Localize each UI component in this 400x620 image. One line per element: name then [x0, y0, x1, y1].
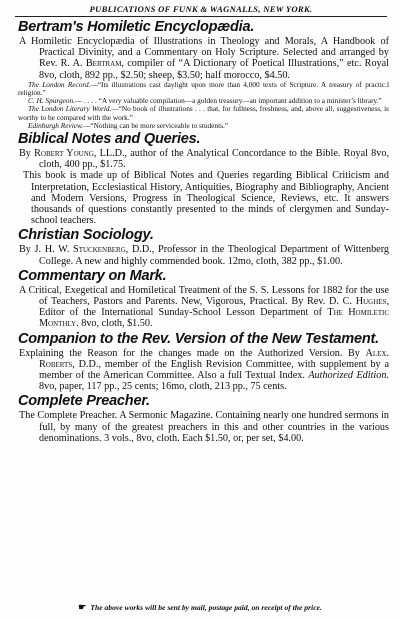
- entry-title: Commentary on Mark.: [18, 267, 167, 284]
- author-name: Alex. Roberts: [39, 347, 389, 370]
- review-source: The London Record.: [28, 79, 91, 89]
- edition-label: Authorized Edition.: [308, 370, 389, 382]
- review-source: The London Literary World.: [28, 104, 112, 114]
- description-text: , compiler of “A Dictionary of Poetical Illustrations,” etc. Royal 8vo, cloth, 892 pp., $2.50; sheep, $3.50; half morocco, $4.50.: [39, 58, 390, 81]
- description-text: 8vo, paper, 117 pp., 25 cents; 16mo, cloth, 213 pp., 75 cents.: [39, 381, 287, 393]
- author-name: Robert Young: [34, 148, 94, 160]
- entry-complete-preacher: [13, 394, 389, 444]
- description-text: , LL.D., author of the Analytical Concordance to the Bible. Royal 8vo, cloth, 400 pp., $1.75.: [39, 148, 389, 171]
- entry-title: Christian Sociology.: [18, 227, 154, 244]
- page-header: PUBLICATIONS OF FUNK & WAGNALLS, NEW YORK.: [15, 3, 387, 17]
- description-text: A Critical, Exegetical and Homiletical Treatment of the S. S. Lessons for 1882 for the use of Teachers, Pastors and Parents. New, Vigorous, Practical. By Rev. D. C.: [19, 284, 389, 308]
- entry-description: [19, 148, 389, 171]
- entry-description: [19, 284, 389, 330]
- entry-description: The Complete Preacher. A Sermonic Magazine. Containing nearly one hundred sermons in full, by many of the greatest preachers in this and other countries in the various denominations. 3 vols., 8vo, cloth. Each $1.50, or, per set, $4.00.: [19, 410, 389, 444]
- page-footer: [0, 602, 400, 613]
- review-source: C. H. Spurgeon.: [28, 96, 75, 106]
- entry-title: Companion to the Rev. Version of the New Testament.: [18, 330, 379, 347]
- entry-companion-rev-version: [13, 332, 389, 393]
- entry-title: Complete Preacher.: [18, 393, 150, 410]
- entry-title: Bertram's Homiletic Encyclopædia.: [18, 19, 255, 35]
- entry-biblical-notes: [13, 132, 389, 226]
- pointing-hand-icon: ☛: [78, 602, 87, 612]
- review-quote: [18, 105, 389, 121]
- entry-homiletic-encyclopaedia: [13, 20, 389, 130]
- description-text: , Editor of the International Sunday-School Lesson Department of: [39, 296, 389, 319]
- entry-description: [19, 36, 390, 81]
- description-text: A Homiletic Encyclopædia of Illustrations in Theology and Morals, A Handbook of Practical Divinity, and a Commentary on Holy Scripture. Selected and arranged by Rev. R. A.: [19, 36, 389, 70]
- entry-christian-sociology: [13, 228, 389, 266]
- description-text: , D.D., Professor in the Theological Department of Wittenberg College. A new and highly commended book. 12mo, cloth, 382 pp., $1.00.: [39, 244, 389, 267]
- entry-description: [19, 347, 389, 393]
- review-text: — . . . . “A very valuable compilation—a golden treasury—an important addition to a minister’s library.”: [74, 96, 382, 106]
- review-quote: [18, 81, 389, 97]
- review-text: —“Nothing can be more serviceable to students.”: [83, 120, 229, 130]
- footer-text: The above works will be sent by mail, postage paid, on receipt of the price.: [90, 603, 322, 612]
- magazine-name: The Homiletic Monthly: [39, 307, 389, 330]
- description-text: By J. H. W.: [19, 244, 74, 256]
- entry-description: [19, 244, 389, 267]
- review-quote: [18, 122, 389, 130]
- review-text: —“No book of illustrations . . . that, for fullness, freshness, and, above all, suggestiveness, is worthy to be compared with the work.”: [18, 104, 389, 122]
- author-name: Stuckenberg: [73, 244, 126, 256]
- entry-commentary-on-mark: [13, 269, 389, 330]
- review-source: Edinburgh Review.: [28, 120, 84, 130]
- description-text: . 8vo, cloth, $1.50.: [76, 318, 153, 330]
- entry-extra-description: This book is made up of Biblical Notes and Queries regarding Biblical Criticism and Interpretation, Ecclesiastical History, Antiquities, Biography and Bibliography, Ancient and Modern Versions, Progress in Theological Science, Reviews, etc. It answers thousands of questions constantly presented to the minds of clergymen and Sunday-school teachers.: [23, 170, 389, 227]
- description-text: Explaining the Reason for the changes made on the Authorized Version. By: [19, 347, 366, 359]
- author-name: Hughes: [355, 296, 387, 308]
- description-text: By: [19, 148, 35, 160]
- entry-title: Biblical Notes and Queries.: [18, 131, 201, 148]
- author-name: Bertram: [85, 58, 122, 70]
- description-text: , D.D., member of the English Revision Committee, with supplement by a member of the American Committee. Also a full Textual Index.: [39, 358, 389, 382]
- review-text: —“Its illustrations cast daylight upon more than 4,000 texts of Scripture. A treasury of practic.l religion.”: [18, 79, 389, 98]
